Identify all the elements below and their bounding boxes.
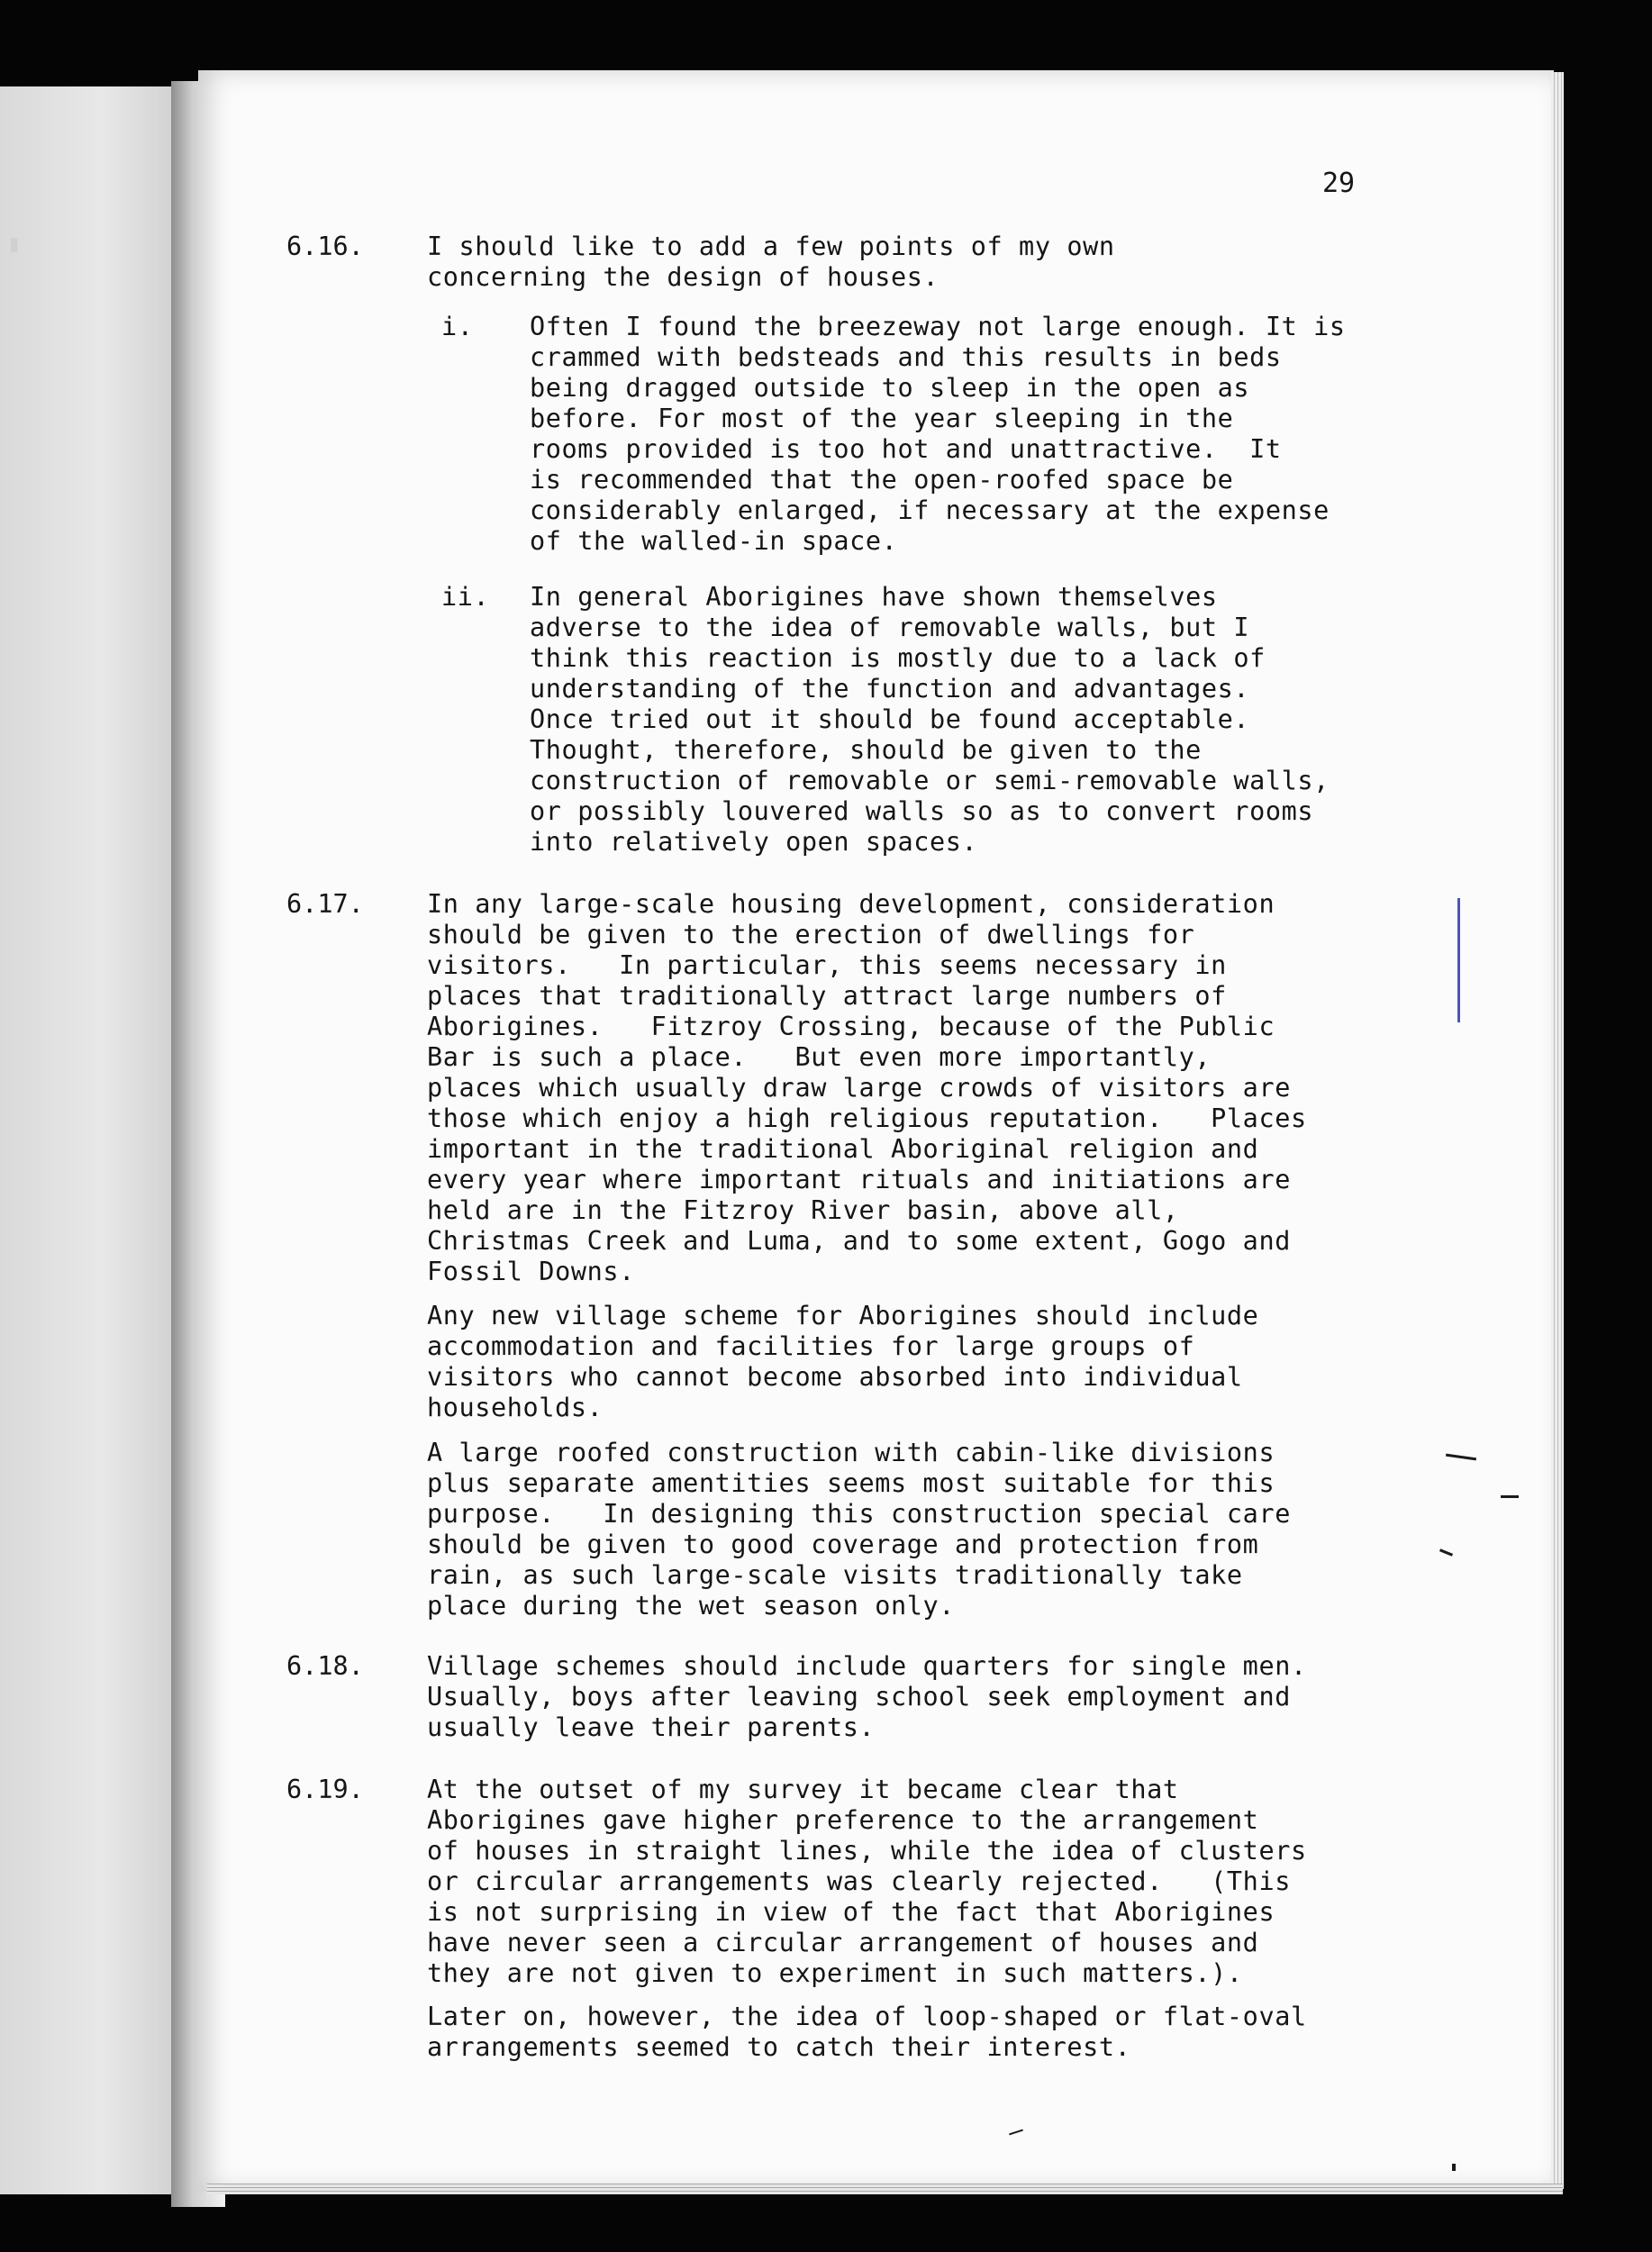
point-label-ii: ii. xyxy=(441,582,490,612)
blue-margin-pen-mark xyxy=(1457,898,1460,1022)
section-6-17-paragraph-1: In any large-scale housing development, consideration should be given to the erection of dwellings for visitors. In particular, this seems necessary in places that traditionally attract large numbers of Aborigines. Fitzroy Crossing, because of the Public Bar is such a place. But even more importantly, places which usually draw large crowds of visitors are those which enjoy a high religious reputation. Places important in the traditional Aboriginal religion and every year where important rituals and initiations are held are in the Fitzroy River basin, above all, Christmas Creek and Luma, and to some extent, Gogo and Fossil Downs. xyxy=(427,889,1307,1286)
section-label-6-16: 6.16. xyxy=(286,232,364,261)
point-label-i: i. xyxy=(441,312,474,341)
section-6-17-paragraph-2: Any new village scheme for Aborigines should include accommodation and facilities for large groups of visitors who cannot become absorbed into individual households. xyxy=(427,1301,1259,1422)
left-page-edge xyxy=(0,86,185,2194)
page-number: 29 xyxy=(1322,168,1356,199)
point-ii-text: In general Aborigines have shown themselves adverse to the idea of removable walls, but I think this reaction is mostly due to a lack of understanding of the function and advantages. Once tried out it should be found acceptable. Thought, therefore, should be given to the construction of removable or semi-removable walls, or possibly louvered walls so as to convert rooms into relatively open spaces. xyxy=(530,582,1330,857)
section-6-19-paragraph-2: Later on, however, the idea of loop-shaped or flat-oval arrangements seemed to catch their interest. xyxy=(427,2002,1307,2062)
page-stack-edge xyxy=(1551,72,1564,2189)
section-label-6-19: 6.19. xyxy=(286,1775,364,1804)
section-6-16-intro: I should like to add a few points of my own concerning the design of houses. xyxy=(427,232,1115,292)
bottom-right-speck xyxy=(1452,2164,1456,2171)
section-6-19-paragraph-1: At the outset of my survey it became clear that Aborigines gave higher preference to the arrangement of houses in straight lines, while the idea of clusters or circular arrangements was clearly rejected. (This is not surprising in view of the fact that Aborigines have never seen a circular arrangement of houses and they are not given to experiment in such matters.). xyxy=(427,1775,1307,1988)
page-bottom-edge xyxy=(207,2184,1563,2194)
point-i-text: Often I found the breezeway not large enough. It is crammed with bedsteads and this results in beds being dragged outside to sleep in the open as before. For most of the year sleeping in the rooms provided is too hot and unattractive. It is recommended that the open-roofed space be considerably enlarged, if necessary at the expense of the walled-in space. xyxy=(530,312,1346,556)
section-6-17-paragraph-3: A large roofed construction with cabin-like divisions plus separate amentities seems most suitable for this purpose. In designing this construction special care should be given to good coverage and protection from rain, as such large-scale visits traditionally take place during the wet season only. xyxy=(427,1438,1291,1621)
section-label-6-18: 6.18. xyxy=(286,1651,364,1681)
margin-dash-mark xyxy=(1501,1495,1519,1498)
section-6-18-paragraph: Village schemes should include quarters for single men. Usually, boys after leaving school seek employment and usually leave their parents. xyxy=(427,1651,1307,1742)
left-page-ghost-mark: ▮ xyxy=(7,231,22,258)
section-label-6-17: 6.17. xyxy=(286,889,364,919)
